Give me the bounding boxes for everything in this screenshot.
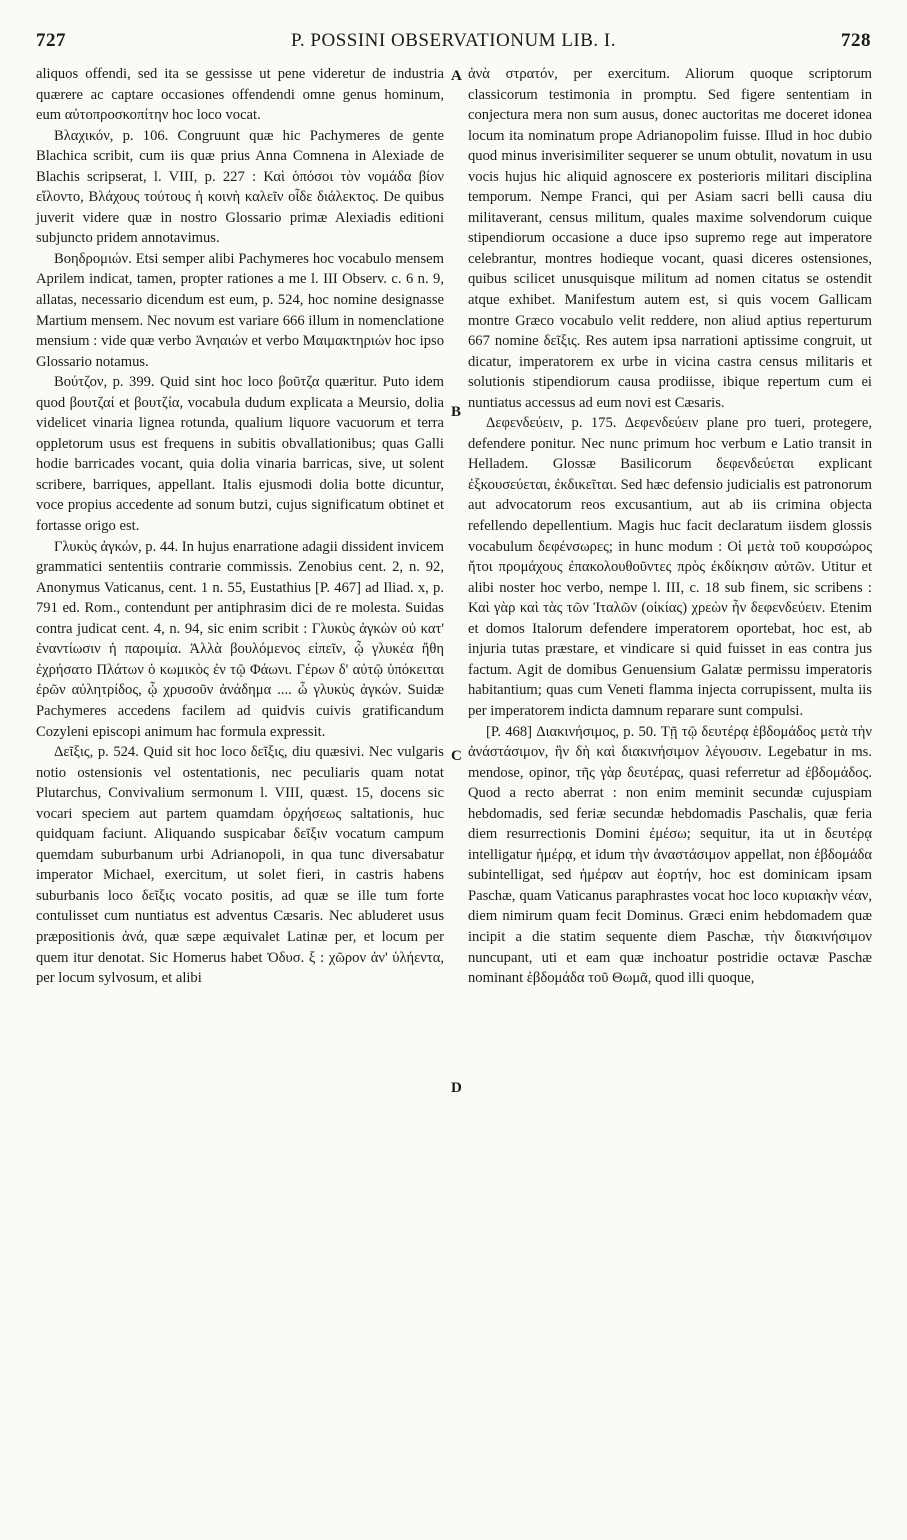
entry-blachikon: Βλαχικόν, p. 106. Congruunt quæ hic Pachymeres de gente Blachica scribit, cum iis quæ prius Anna Comnena in Alexiade de Blachis scripserat, l. VIII, p. 227 : Καὶ ὁπόσοι τὸν νομάδα βίον εἵλοντο, Βλάχους τούτους ἡ κοινὴ καλεῖν οἶδε διάλεκτος. De quibus juverit videre quæ in nostro Glossario primæ Alexiadis editioni subjuncto pridem annotavimus.: [36, 127, 444, 247]
margin-marker-a: A: [451, 68, 462, 84]
margin-marker-b: B: [451, 404, 462, 420]
entry-boutzon: Βούτζον, p. 399. Quid sint hoc loco βοῦτζα quæritur. Puto idem quod βουτζαί et βουτζία, vocabula dudum explicata a Meursio, dolia videlicet vinaria lignea rotunda, qualium liquore vacuorum et terra oppletorum usus est frequens in subitis obvallationibus; quas Galli hodie barricades vocant, quia dolia vinaria barricas, sive, ut solent scribere, barriques, appellant. Italis ejusmodi dolia botte dicuntur, voce propius accedente ad sonum butzi, cujus significatum obtinet et fortasse origo est.: [36, 374, 444, 535]
entry-boedromion: Βοηδρομιών. Etsi semper alibi Pachymeres hoc vocabulo mensem Aprilem indicat, tamen, propter rationes a me l. III Observ. c. 6 n. 9, allatas, necessario dicendum est eum, p. 524, hoc nomine designasse Martium mensem. Nec novum est variare 666 illum in nomenclatione mensium : vide quæ verbo Ἀνηαιών et verbo Μαιμακτηριών hoc ipso Glossario notamus.: [36, 250, 444, 370]
margin-marker-d: D: [451, 1080, 462, 1096]
margin-marker-c: C: [451, 748, 462, 764]
entry-diakinesimos: [P. 468] Διακινήσιμος, p. 50. Τῇ τῷ δευτέρᾳ ἑβδομάδος μετὰ τὴν ἀνάστάσιμον, ἣν δὴ καὶ διακινήσιμον λέγουσιν. Legebatur in ms. mendose, opinor, τῆς γὰρ δευτέρας, quasi referretur ad ἑβδομάδος. Quod a recto aberrat : non enim meminit secundæ cujuspiam hebdomadis, sed feriæ secundæ hebdomadis Paschalis, quæ feria diem resurrectionis Domini ἐμέσω; sequitur, ita ut in δευτέρᾳ intelligatur ἡμέρᾳ, et idum τὴν ἀναστάσιμον appellat, non ἑβδομάδα subintelligat, sed ἡμέραν aut ἑορτήν, hoc est dominicam ipsam Paschæ, quam Vaticanus paraphrastes vocat hoc loco κυριακὴν νέαν, diem nimirum quam fecit Dominus. Græci enim hebdomadem quæ incipit a die statim sequente diem Paschæ, τὴν διακινήσιμον nuncupant, uti et eam quæ inchoatur postridie octavæ Paschæ nominant ἑβδομάδα τοῦ Θωμᾶ, quod illi quoque,: [468, 723, 872, 987]
entry-glykys-ankon: Γλυκὺς ἀγκών, p. 44. In hujus enarratione adagii dissident invicem grammatici sententiis contrarie commissis. Zenobius cent. 2, n. 92, Anonymus Vaticanus, cent. 1 n. 55, Eustathius [P. 467] ad Iliad. x, p. 791 ed. Rom., contendunt per antiphrasim dici de re molesta. Suidas contra judicat cent. 4, n. 94, sic enim scribit : Γλυκὺς ἀγκὼν οὐ κατ' ἐναντίωσιν ἡ παροιμία. Ἀλλὰ βουλόμενος εἰπεῖν, ᾧ γλυκέα ἤθη ἐχρήσατο Πλάτων ὁ κωμικὸς ἐν τῷ Φάωνι. Γέρων δ' αὐτῷ ὑπόκειται ἐρῶν αὐλητρίδος, ᾧ χρυσοῦν ἀνάδημα .... ὦ γλυκὺς ἀγκών. Suidæ Pachymeres accedens facilem ad quidvis cuivis gratificandum Cozyleni episcopi animum hac formula expressit.: [36, 538, 444, 740]
running-title: P. POSSINI OBSERVATIONUM LIB. I.: [290, 30, 617, 51]
right-paragraph-1: ἀνὰ στρατόν, per exercitum. Aliorum quoque scriptorum classicorum testimonia in promptu. Sed figere sententiam in conjectura mera non sum ausus, donec auctoritas me doceret idonea locum ita nominatum prope Adrianopolim fuisse. Illud in hoc dubio quod minus inverisimiliter sequerer se unum obtulit, novatum in usu vocis hujus hic aliquid agnoscere ex posterioris militari disciplina temporum. Nempe Franci, qui per Asiam sacri belli causa diu militaverant, census militum, quales maxime solvendorum cuique stipendiorum occasione a duce ipso supremo rege aut imperatore celebrantur, montres hodieque vocant, quasi diceres ostensiones, quibus scilicet unusquisque militum ad nomen citatus se ostendit atque exhibet. Manifestum autem est, si quis vocem Gallicam montre Græco vocabulo velit reddere, non aliud aptius reperturum 667 nomine δεῖξις. Res autem ipsa narrationi aptissime congruit, ut dicatur, imperatorem ex urbe in vicina castra census militaris et solutionis stipendiorum causa prodiisse, ibique repertum cum ei nuntiatus accessus ad eum novi est Cæsaris.: [468, 66, 872, 411]
left-column: [36, 64, 444, 989]
page-number-left: 727: [36, 30, 66, 51]
left-paragraph-1: aliquos offendi, sed ita se gessisse ut pene videretur de industria quærere ac captare occasiones offendendi omne genus hominum, eum αὐτοπροσκοπίτην hoc loco vocat.: [36, 66, 444, 124]
right-column: [468, 64, 872, 989]
entry-defendeuein: Δεφενδεύειν, p. 175. Δεφενδεύειν plane pro tueri, protegere, defendere ponitur. Nec nunc primum hoc verbum e Latio transit in Helladem. Glossæ Basilicorum δεφενδεύεται explicant ἐξκουσεύεται, ἐκδικεῖται. Sed hæc defensio judicialis est patronorum aut advocatorum reos excusantium, aut ab iis crimina objecta refellendo depellentium. Magis huc facit declaratum iisdem glossis vocabulum δεφένσωρες; in hunc modum : Οἱ μετὰ τοῦ κουρσώρος ἤτοι προμάχους ἐπακολουθοῦντες πρὸς ἐκδίκησιν αὐτῶν. Utitur et alibi noster hoc verbo, nempe l. III, c. 18 sub finem, sic scribens : Καὶ γὰρ καὶ τὰς τῶν Ἰταλῶν (οἰκίας) χρεὼν ἦν δεφενδεύειν. Etenim et domos Italorum defendere imperatorem oportebat, hoc est, ab injuria tutas præstare, et vindicare si quid fuisset in eas contra jus factum. Agit de domibus Genuensium Galatæ permissu imperatoris habitantium; quas cum Veneti flamma injecta corrupissent, multa iis per imperatorem indicta damnum reparare sunt compulsi.: [468, 415, 872, 719]
running-header: [36, 30, 871, 60]
page-number-right: 728: [841, 30, 871, 51]
entry-deixis: Δεῖξις, p. 524. Quid sit hoc loco δεῖξις, diu quæsivi. Nec vulgaris notio ostensionis vel ostentationis, nec peculiaris quam notat Plutarchus, Convivalium sermonum l. VIII, quæst. 15, docens sic vocari speciem aut partem quamdam ὀρχήσεως saltationis, huc quidquam faciunt. Aliquando suspicabar δεῖξιν vocatum campum quemdam suburbanum urbi Adrianopoli, in qua tunc diversabatur imperator Michael, exercitum, ut solet fieri, in castris habens suburbanis loco δεῖξις vocato positis, ad quæ se ille tum forte contulisset cum nuntiatus est adventus Cæsaris. Nec abluderet usus præpositionis ἀνά, quæ sæpe æquivalet Latinæ per, et locum per quem itur denotat. Sic Homerus habet Ὀδυσ. ξ : χῶρον ἀν' ὑλήεντα, per locum sylvosum, et alibi: [36, 744, 444, 987]
